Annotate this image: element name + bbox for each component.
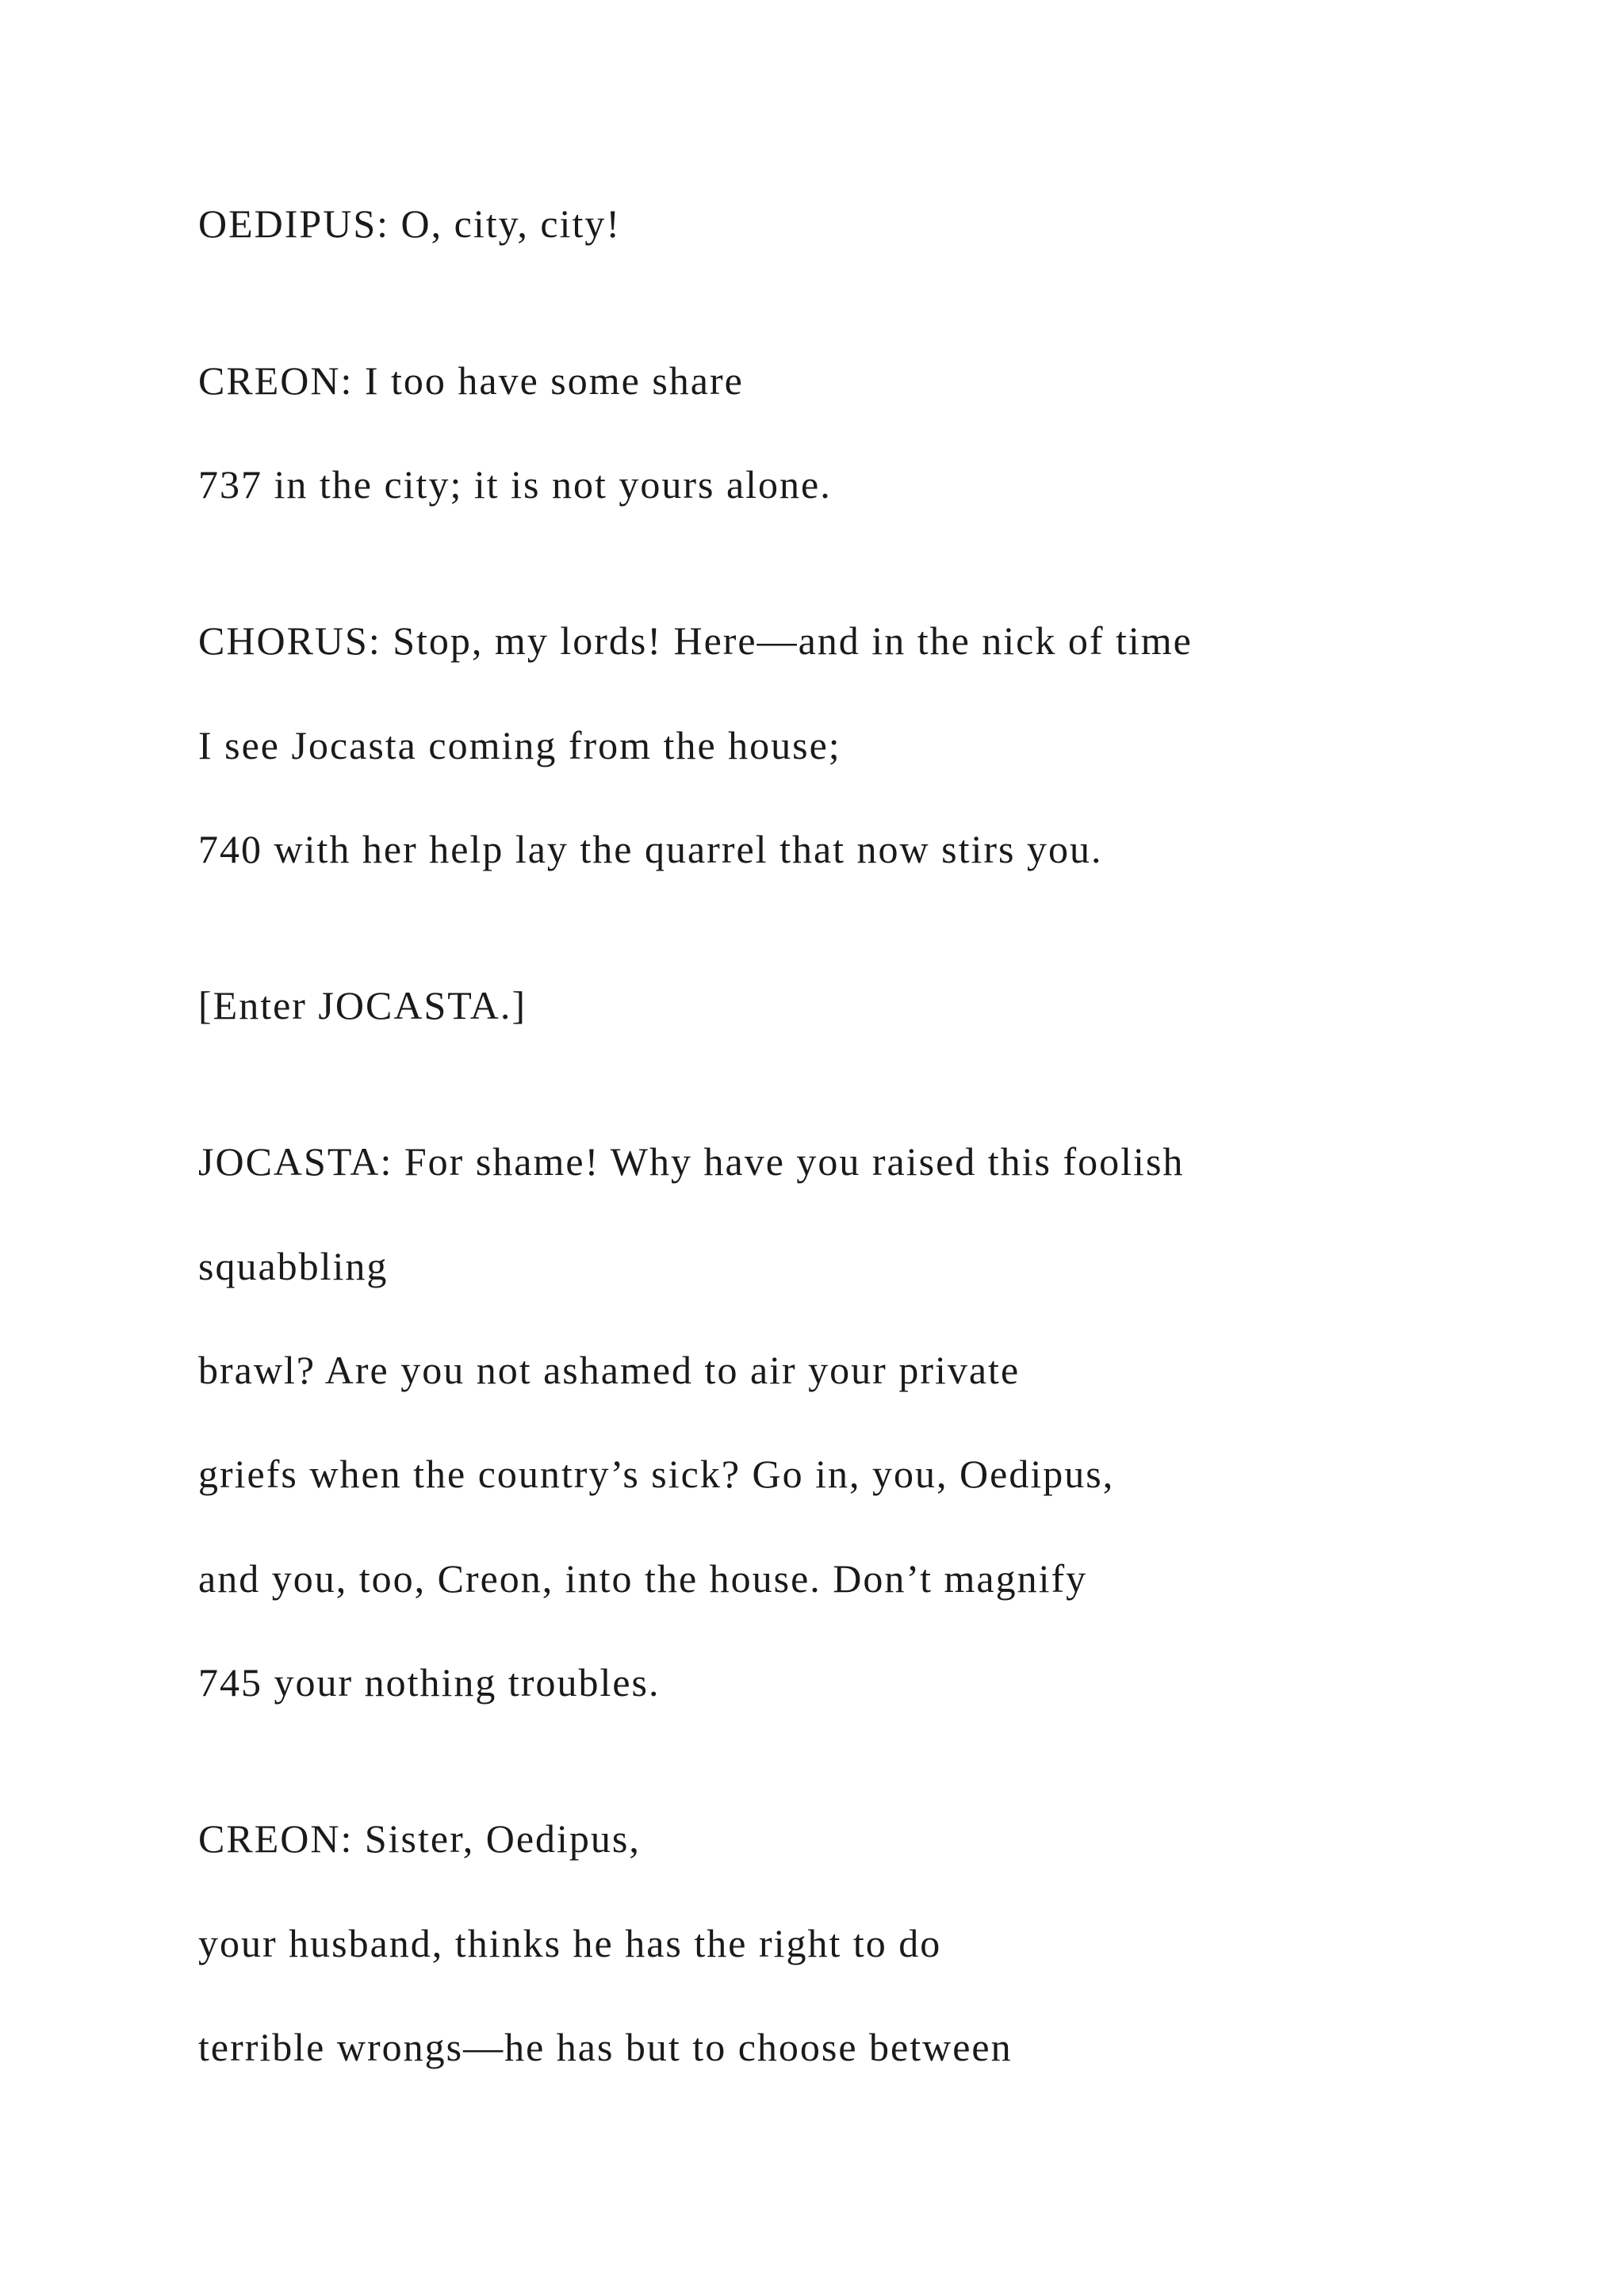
text-line: griefs when the country’s sick? Go in, you, Oedipus,: [198, 1452, 1115, 1496]
text-line-chorus: CHORUS: Stop, my lords! Here—and in the nick of time: [198, 618, 1193, 663]
text-line: and you, too, Creon, into the house. Don’t magnify: [198, 1556, 1088, 1601]
text-line: terrible wrongs—he has but to choose between: [198, 2025, 1013, 2069]
text-line: I see Jocasta coming from the house;: [198, 723, 841, 767]
text-line-737: 737 in the city; it is not yours alone.: [198, 462, 832, 507]
text-line: brawl? Are you not ashamed to air your private: [198, 1348, 1021, 1392]
text-line: your husband, thinks he has the right to do: [198, 1921, 942, 1965]
text-line-745: 745 your nothing troubles.: [198, 1660, 661, 1705]
text-line: squabbling: [198, 1244, 389, 1288]
text-line-740: 740 with her help lay the quarrel that now stirs you.: [198, 827, 1103, 871]
text-line-jocasta: JOCASTA: For shame! Why have you raised this foolish: [198, 1139, 1185, 1184]
text-line-creon: CREON: I too have some share: [198, 358, 744, 403]
stage-direction: [Enter JOCASTA.]: [198, 983, 527, 1027]
text-line-creon: CREON: Sister, Oedipus,: [198, 1816, 641, 1861]
text-line-oedipus: OEDIPUS: O, city, city!: [198, 201, 621, 246]
